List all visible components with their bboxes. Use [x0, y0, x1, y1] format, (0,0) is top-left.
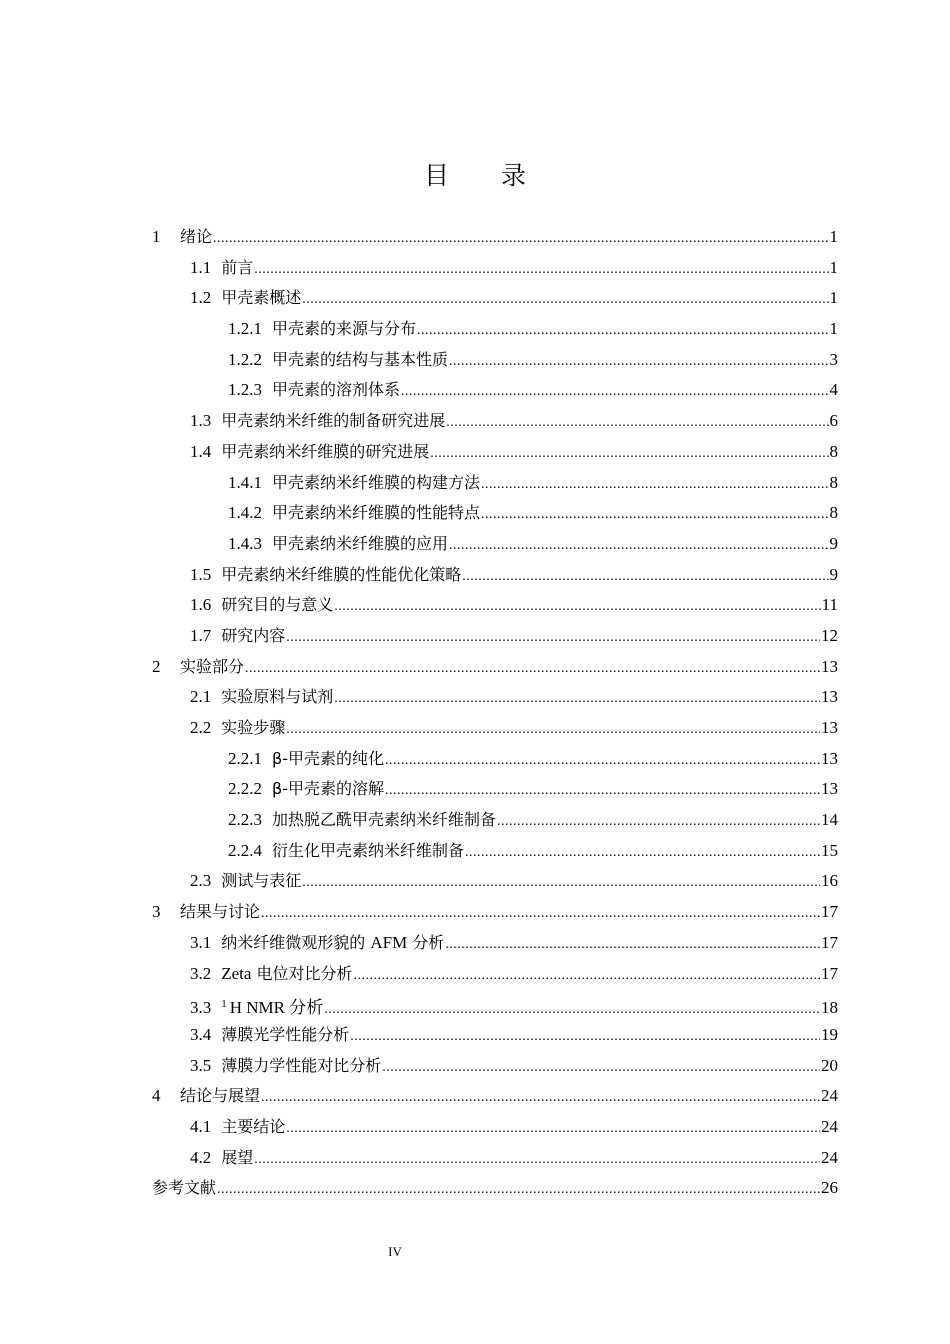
- page-title: 目 录: [424, 161, 548, 190]
- toc-dot-leader: [302, 285, 828, 316]
- toc-entry-page: 18: [821, 998, 838, 1018]
- toc-entry[interactable]: [152, 314, 838, 345]
- toc-entry-page: 8: [829, 441, 838, 461]
- toc-entry[interactable]: [152, 345, 838, 376]
- toc-entry-page: 24: [821, 1147, 838, 1167]
- toc-entry-title: 薄膜光学性能分析: [221, 1024, 350, 1044]
- toc-entry-number: 3.2: [190, 963, 212, 983]
- toc-entry[interactable]: [152, 560, 838, 591]
- toc-entry-page: 13: [821, 779, 838, 799]
- toc-entry-page: 17: [821, 963, 838, 983]
- toc-entry[interactable]: [152, 805, 838, 836]
- toc-dot-leader: [430, 439, 828, 470]
- toc-entry-title: 参考文献: [152, 1178, 217, 1198]
- toc-entry[interactable]: [152, 1173, 838, 1204]
- toc-dot-leader: [302, 868, 820, 899]
- table-of-contents: [152, 222, 838, 1204]
- toc-entry-number: 1: [152, 227, 161, 246]
- toc-dot-leader: [217, 1175, 820, 1206]
- toc-entry-title: 甲壳素纳米纤维膜的性能特点: [272, 503, 481, 523]
- toc-entry[interactable]: [152, 253, 838, 284]
- toc-entry[interactable]: [152, 529, 838, 560]
- toc-entry-title: 测试与表征: [221, 871, 302, 891]
- toc-entry-number: 3.4: [190, 1024, 212, 1044]
- page-number-footer: IV: [388, 1244, 402, 1259]
- toc-entry-page: 17: [821, 902, 838, 922]
- toc-entry-number: 1.1: [190, 257, 212, 277]
- toc-entry-page: 9: [829, 533, 838, 553]
- toc-entry-page: 15: [821, 840, 838, 860]
- toc-dot-leader: [334, 684, 820, 715]
- toc-entry-page: 11: [821, 595, 838, 615]
- toc-entry-number: 1.4.3: [228, 533, 262, 553]
- toc-entry-title: 展望: [221, 1147, 254, 1167]
- toc-entry[interactable]: [152, 1051, 838, 1082]
- toc-entry-number: 4: [152, 1086, 161, 1106]
- toc-entry-title: 结论与展望: [180, 1086, 261, 1106]
- toc-entry-superscript: 1: [221, 998, 227, 1011]
- toc-entry-page: 13: [821, 656, 838, 676]
- toc-entry-number: 1.5: [190, 564, 212, 584]
- toc-entry[interactable]: [152, 437, 838, 468]
- toc-dot-leader: [261, 1083, 820, 1114]
- toc-entry-title: 加热脱乙酰甲壳素纳米纤维制备: [272, 810, 497, 830]
- toc-entry-number: 2.2.2: [228, 779, 262, 799]
- toc-entry-title-text: H NMR 分析: [229, 998, 324, 1018]
- toc-entry[interactable]: [152, 744, 838, 775]
- toc-entry-number: 1.2.3: [228, 380, 262, 400]
- toc-dot-leader: [446, 408, 828, 439]
- toc-dot-leader: [354, 961, 820, 992]
- toc-entry-title: 前言: [221, 257, 254, 277]
- toc-dot-leader: [401, 377, 828, 408]
- toc-entry-number: 1.3: [190, 411, 212, 431]
- toc-entry[interactable]: [152, 406, 838, 437]
- toc-entry-page: 6: [829, 411, 838, 431]
- toc-entry-number: 3.5: [190, 1055, 212, 1075]
- toc-dot-leader: [481, 470, 828, 501]
- toc-entry[interactable]: [152, 682, 838, 713]
- toc-entry-page: 3: [829, 349, 838, 369]
- toc-entry[interactable]: [152, 590, 838, 621]
- toc-entry-title: 甲壳素纳米纤维膜的应用: [272, 533, 449, 553]
- toc-entry-page: 26: [821, 1178, 838, 1198]
- toc-entry-title: 甲壳素概述: [221, 288, 302, 308]
- toc-entry-title: 甲壳素纳米纤维膜的研究进展: [221, 441, 430, 461]
- toc-entry-page: 20: [821, 1055, 838, 1075]
- toc-dot-leader: [254, 255, 828, 286]
- toc-entry-title: 甲壳素纳米纤维的制备研究进展: [221, 411, 446, 431]
- toc-entry-number: 1.2.2: [228, 349, 262, 369]
- toc-entry-page: 8: [829, 472, 838, 492]
- toc-entry-page: 24: [821, 1086, 838, 1106]
- toc-entry-title: 薄膜力学性能对比分析: [221, 1055, 382, 1075]
- toc-entry-number: 4.2: [190, 1147, 212, 1167]
- toc-entry-title: 研究内容: [221, 625, 286, 645]
- toc-entry[interactable]: [152, 283, 838, 314]
- toc-entry-page: 24: [821, 1116, 838, 1136]
- toc-entry-title: 衍生化甲壳素纳米纤维制备: [272, 840, 465, 860]
- toc-entry-title: 研究目的与意义: [221, 595, 334, 615]
- toc-entry-page: 13: [821, 718, 838, 737]
- toc-entry-title: 主要结论: [221, 1116, 286, 1136]
- toc-dot-leader: [334, 592, 820, 623]
- toc-entry-title: 实验部分: [180, 656, 245, 676]
- toc-dot-leader: [481, 500, 828, 531]
- toc-dot-leader: [449, 531, 828, 562]
- toc-dot-leader: [261, 899, 820, 930]
- toc-entry[interactable]: [152, 1112, 838, 1143]
- toc-entry[interactable]: [152, 375, 838, 406]
- toc-dot-leader: [385, 746, 820, 777]
- toc-entry-number: 2.2.4: [228, 840, 262, 860]
- toc-entry-page: 16: [821, 871, 838, 891]
- toc-entry-page: 13: [821, 687, 838, 707]
- toc-entry-number: 1.2.1: [228, 319, 262, 339]
- toc-entry-page: 1: [829, 257, 838, 277]
- toc-entry-number: 3: [152, 902, 161, 922]
- toc-entry-page: 14: [821, 810, 838, 830]
- toc-dot-leader: [497, 807, 820, 838]
- toc-entry[interactable]: [152, 959, 838, 990]
- toc-dot-leader: [245, 654, 820, 685]
- toc-entry-title: 实验原料与试剂: [221, 687, 334, 707]
- toc-entry-title: β-甲壳素的纯化: [272, 748, 384, 768]
- toc-entry[interactable]: [152, 1020, 838, 1051]
- toc-entry[interactable]: [152, 1143, 838, 1174]
- toc-entry-title: 绪论: [180, 227, 213, 246]
- toc-dot-leader: [254, 1145, 820, 1176]
- toc-dot-leader: [213, 224, 828, 255]
- toc-entry-number: 4.1: [190, 1116, 212, 1136]
- toc-entry-title: 甲壳素纳米纤维膜的性能优化策略: [221, 564, 462, 584]
- toc-entry-number: 2: [152, 656, 161, 676]
- toc-dot-leader: [417, 316, 828, 347]
- toc-dot-leader: [286, 715, 820, 746]
- toc-entry-number: 2.3: [190, 871, 212, 891]
- toc-entry-title: 实验步骤: [221, 718, 286, 737]
- toc-entry-page: 12: [821, 625, 838, 645]
- toc-entry[interactable]: [152, 866, 838, 897]
- toc-dot-leader: [449, 347, 828, 378]
- toc-entry-page: 1: [829, 319, 838, 339]
- toc-entry[interactable]: [152, 468, 838, 499]
- toc-entry[interactable]: [152, 836, 838, 867]
- toc-entry-title: 甲壳素的溶剂体系: [272, 380, 401, 400]
- toc-entry-title: 结果与讨论: [180, 902, 261, 922]
- toc-entry-number: 2.1: [190, 687, 212, 707]
- toc-entry[interactable]: [152, 498, 838, 529]
- toc-dot-leader: [382, 1053, 820, 1084]
- toc-entry-number: 2.2.1: [228, 748, 262, 768]
- toc-dot-leader: [445, 930, 820, 961]
- toc-entry-number: 2.2: [190, 718, 212, 737]
- toc-entry[interactable]: [152, 621, 838, 652]
- toc-entry[interactable]: [152, 222, 838, 253]
- toc-entry-page: 9: [829, 564, 838, 584]
- toc-dot-leader: [286, 623, 820, 654]
- toc-entry-number: 3.1: [190, 932, 212, 952]
- toc-entry-number: 1.7: [190, 625, 212, 645]
- toc-entry[interactable]: [152, 652, 838, 683]
- toc-entry-page: 13: [821, 748, 838, 768]
- toc-entry-page: 17: [821, 932, 838, 952]
- toc-entry-title: 纳米纤维微观形貌的 AFM 分析: [221, 932, 445, 952]
- toc-entry-page: 1: [829, 288, 838, 308]
- toc-entry-title: [221, 989, 323, 1024]
- toc-entry[interactable]: [152, 1081, 838, 1112]
- toc-entry[interactable]: [152, 928, 838, 959]
- toc-entry-number: 1.4.1: [228, 472, 262, 492]
- toc-dot-leader: [385, 776, 820, 807]
- toc-entry-number: 1.4: [190, 441, 212, 461]
- toc-entry[interactable]: [152, 989, 838, 1020]
- toc-entry-number: 1.4.2: [228, 503, 262, 523]
- toc-dot-leader: [350, 1022, 820, 1053]
- toc-entry-number: 2.2.3: [228, 810, 262, 830]
- toc-entry-title: 甲壳素纳米纤维膜的构建方法: [272, 472, 481, 492]
- toc-dot-leader: [286, 1114, 820, 1145]
- toc-entry-title: Zeta 电位对比分析: [221, 963, 353, 983]
- toc-entry-number: 1.6: [190, 595, 212, 615]
- toc-dot-leader: [462, 562, 828, 593]
- toc-entry-title: β-甲壳素的溶解: [272, 779, 384, 799]
- toc-entry-title: 甲壳素的来源与分布: [272, 319, 417, 339]
- toc-entry[interactable]: [152, 774, 838, 805]
- toc-entry[interactable]: [152, 713, 838, 744]
- toc-entry-page: 8: [829, 503, 838, 523]
- toc-entry-page: 19: [821, 1024, 838, 1044]
- toc-entry-page: 1: [829, 227, 838, 246]
- toc-dot-leader: [465, 838, 820, 869]
- toc-entry-page: 4: [829, 380, 838, 400]
- toc-entry[interactable]: [152, 897, 838, 928]
- toc-entry-number: 3.3: [190, 998, 212, 1018]
- toc-entry-number: 1.2: [190, 288, 212, 308]
- toc-entry-title: 甲壳素的结构与基本性质: [272, 349, 449, 369]
